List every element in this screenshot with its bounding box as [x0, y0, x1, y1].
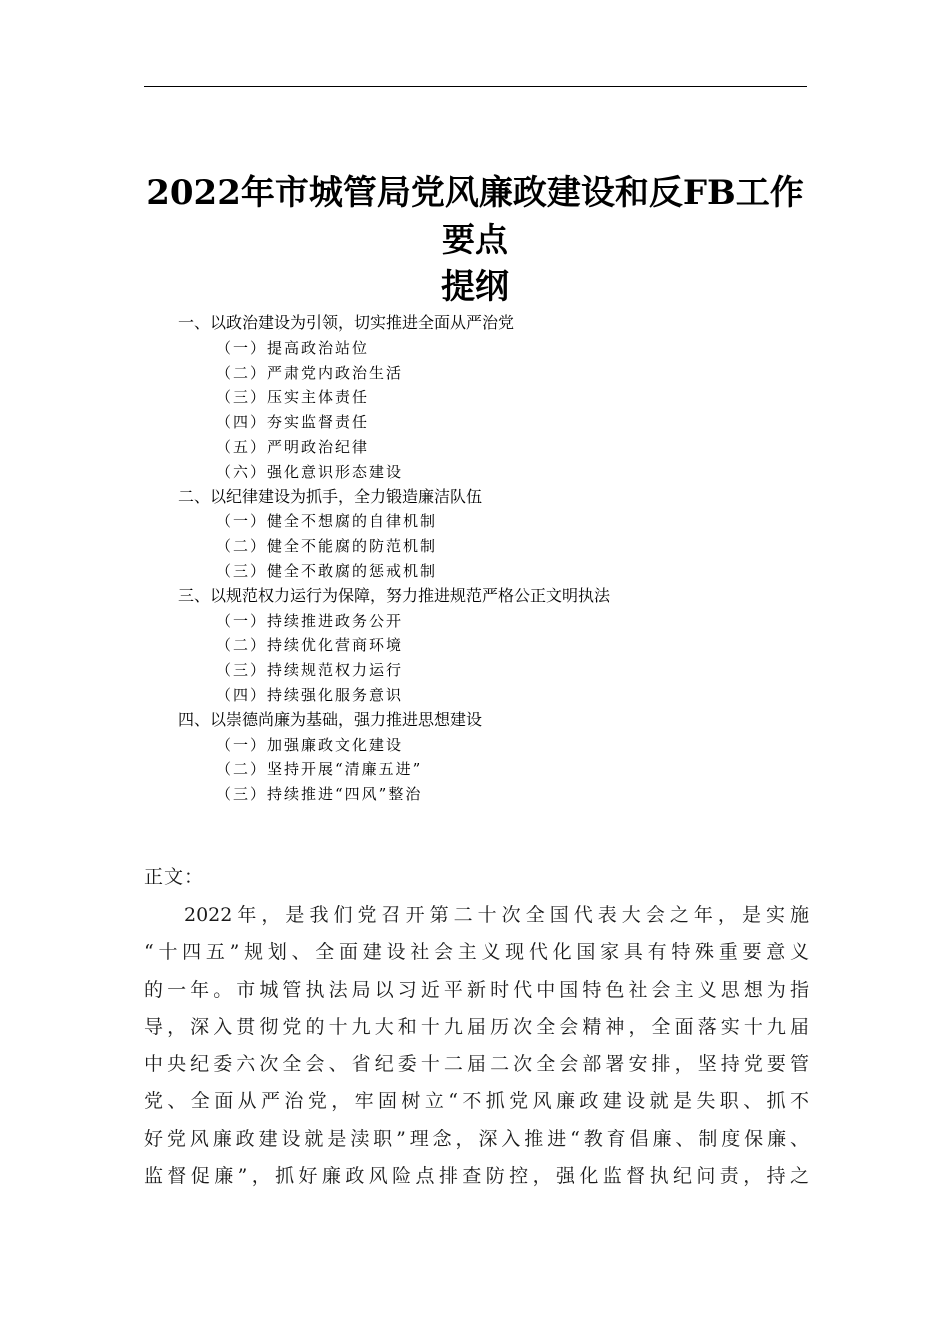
section-item: （三）持续推进“四风”整治	[216, 785, 423, 804]
outline-section-3	[178, 584, 818, 708]
section-item: （二）严肃党内政治生活	[216, 363, 404, 382]
section-item: （一）健全不想腐的自律机制	[216, 512, 438, 531]
section-item: （四）夯实监督责任	[216, 413, 370, 432]
section-item: （三）健全不敢腐的惩戒机制	[216, 561, 438, 580]
section-item: （一）加强廉政文化建设	[216, 735, 404, 754]
document-title: 2022年市城管局党风廉政建设和反FB工作	[146, 173, 804, 213]
body-paragraph-line: 党、全面从严治党，牢固树立“不抓党风廉政建设就是失职、抓不	[144, 1090, 809, 1113]
section-item: （三）压实主体责任	[216, 388, 370, 407]
section-item: （二）健全不能腐的防范机制	[216, 537, 438, 556]
body-paragraph-line: 监督促廉”，抓好廉政风险点排查防控，强化监督执纪问责，持之	[144, 1165, 809, 1188]
section-heading: 四、以崇德尚廉为基础，强力推进思想建设	[178, 709, 483, 729]
body-paragraph-line: 中央纪委六次全会、省纪委十二届二次全会部署安排，坚持党要管	[144, 1053, 809, 1076]
section-item: （三）持续规范权力运行	[216, 661, 404, 680]
body-paragraph-line: “十四五”规划、全面建设社会主义现代化国家具有特殊重要意义	[144, 941, 809, 964]
outline-title: 提纲	[441, 267, 509, 307]
section-item: （四）持续强化服务意识	[216, 685, 404, 704]
section-item: （五）严明政治纪律	[216, 437, 370, 456]
section-item: （一）提高政治站位	[216, 338, 370, 357]
section-heading: 一、以政治建设为引领，切实推进全面从严治党	[178, 313, 515, 332]
body-label: 正文：	[144, 866, 205, 888]
body-text	[144, 857, 809, 1195]
section-heading: 三、以规范权力运行为保障，努力推进规范严格公正文明执法	[178, 585, 611, 605]
header-rule	[144, 86, 807, 87]
section-item: （六）强化意识形态建设	[216, 462, 404, 481]
body-paragraph-line: 好党风廉政建设就是渎职”理念，深入推进“教育倡廉、制度保廉、	[144, 1127, 809, 1150]
body-paragraph-line: 的一年。市城管执法局以习近平新时代中国特色社会主义思想为指	[144, 978, 809, 1001]
body-paragraph-line: 2022年，是我们党召开第二十次全国代表大会之年，是实施	[184, 904, 809, 926]
section-item: （一）持续推进政务公开	[216, 611, 404, 630]
outline	[178, 311, 818, 807]
outline-section-4	[178, 708, 818, 807]
section-heading: 二、以纪律建设为抓手，全力锻造廉洁队伍	[178, 486, 483, 506]
document-title-continued: 要点	[442, 220, 508, 259]
outline-section-1	[178, 311, 818, 485]
body-paragraph-line: 导，深入贯彻党的十九大和十九届历次全会精神，全面落实十九届	[144, 1015, 809, 1038]
outline-section-2	[178, 485, 818, 584]
section-item: （二）持续优化营商环境	[216, 636, 404, 655]
section-item: （二）坚持开展“清廉五进”	[216, 760, 423, 779]
